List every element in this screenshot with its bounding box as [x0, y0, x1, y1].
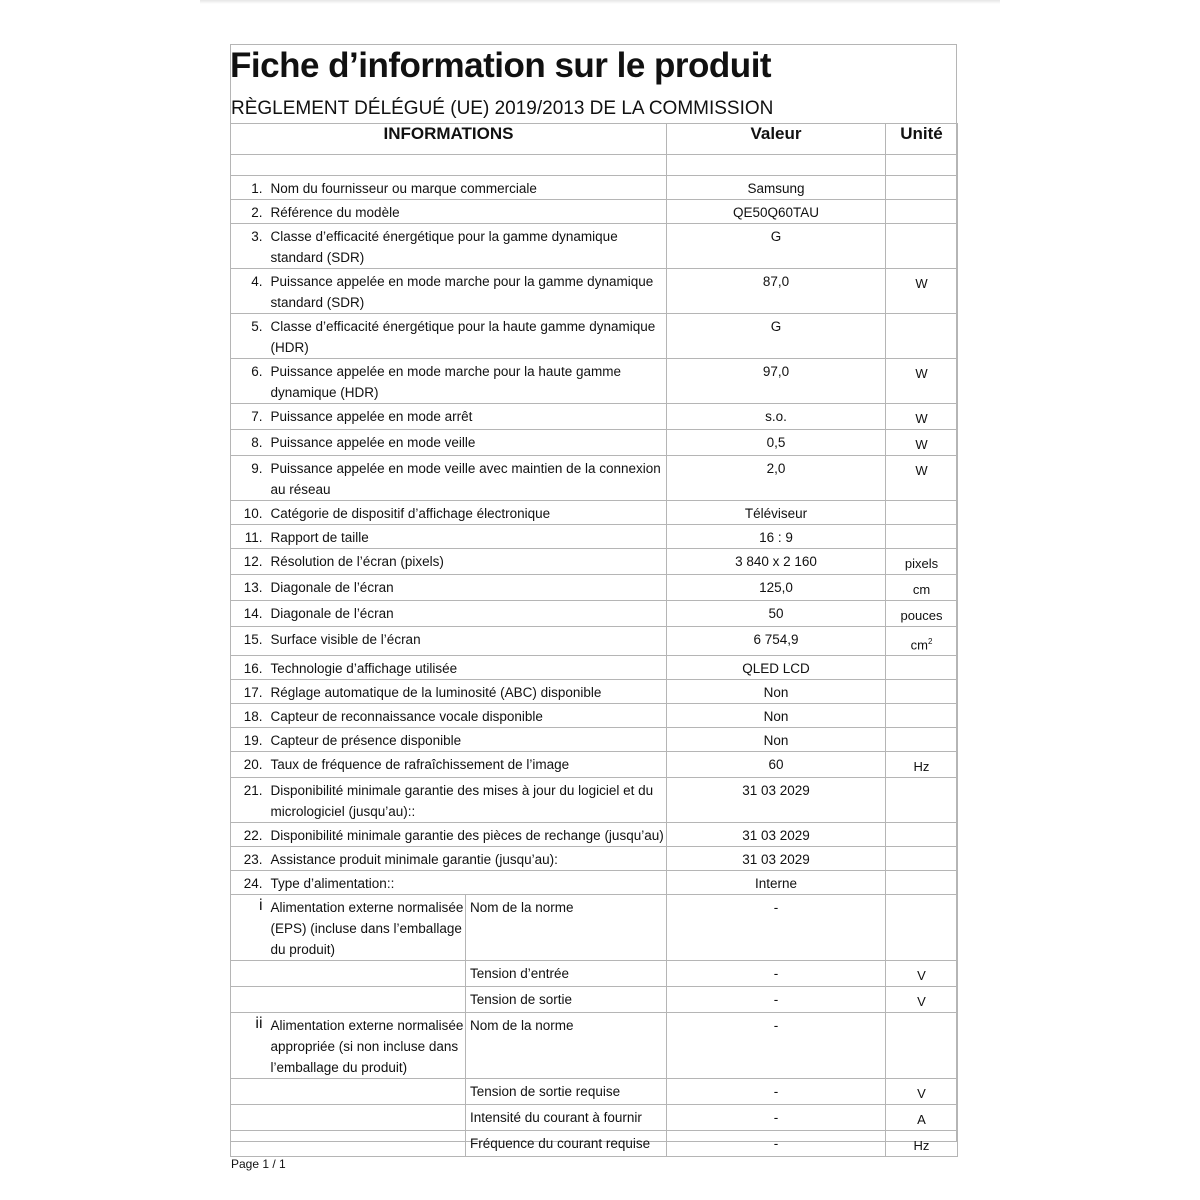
row-unit	[886, 404, 958, 430]
row-number: 24.	[231, 871, 267, 895]
row-value: G	[667, 314, 886, 359]
row-number: 21.	[231, 778, 267, 823]
spacer-row	[231, 155, 958, 176]
power-row-number	[231, 1131, 267, 1157]
row-value: 6 754,9	[667, 627, 886, 656]
row-number: 15.	[231, 627, 267, 656]
row-unit	[886, 752, 958, 778]
row-value: Téléviseur	[667, 501, 886, 525]
row-number: 13.	[231, 575, 267, 601]
row-label: Référence du modèle	[267, 200, 667, 224]
power-item-label: Nom de la norme	[466, 895, 667, 961]
document-title: Fiche d’information sur le produit	[230, 46, 772, 85]
row-number: 8.	[231, 430, 267, 456]
row-label: Assistance produit minimale garantie (jusqu’au):	[267, 847, 667, 871]
row-unit	[886, 456, 958, 501]
row-value: 16 : 9	[667, 525, 886, 549]
power-section-label	[267, 1131, 466, 1157]
row-number: 17.	[231, 680, 267, 704]
power-row-number	[231, 961, 267, 987]
row-unit-text: cm	[912, 582, 931, 597]
power-row-number: ii	[231, 1013, 267, 1079]
row-value: 31 03 2029	[667, 778, 886, 823]
power-item-unit: V	[886, 987, 958, 1013]
page-number: Page 1 / 1	[231, 1157, 286, 1171]
row-value: Non	[667, 728, 886, 752]
power-item-label: Fréquence du courant requise	[466, 1131, 667, 1157]
row-value: 2,0	[667, 456, 886, 501]
row-unit	[886, 601, 958, 627]
row-label: Classe d’efficacité énergétique pour la gamme dynamique standard (SDR)	[267, 224, 667, 269]
row-number: 20.	[231, 752, 267, 778]
row-label: Nom du fournisseur ou marque commerciale	[267, 176, 667, 200]
table-row	[231, 359, 958, 404]
table-row	[231, 501, 958, 525]
table-row	[231, 728, 958, 752]
row-number: 22.	[231, 823, 267, 847]
row-label: Catégorie de dispositif d’affichage électronique	[267, 501, 667, 525]
row-number: 7.	[231, 404, 267, 430]
table-header-row	[231, 124, 958, 155]
row-unit	[886, 200, 958, 224]
unit-superscript: 2	[927, 637, 933, 646]
product-info-table	[230, 123, 958, 1157]
power-item-value: -	[667, 1079, 886, 1105]
page-top-edge	[200, 0, 1000, 4]
row-unit	[886, 359, 958, 404]
row-value: s.o.	[667, 404, 886, 430]
row-value: 87,0	[667, 269, 886, 314]
row-unit	[886, 575, 958, 601]
power-section-label: Alimentation externe normalisée (EPS) (incluse dans l’emballage du produit)	[267, 895, 466, 961]
row-number: 5.	[231, 314, 267, 359]
power-row-number	[231, 987, 267, 1013]
table-row	[231, 200, 958, 224]
row-value: Samsung	[667, 176, 886, 200]
table-row	[231, 601, 958, 627]
power-section-label	[267, 961, 466, 987]
row-value: 50	[667, 601, 886, 627]
row-number: 1.	[231, 176, 267, 200]
header-unite: Unité	[886, 124, 958, 155]
row-label: Capteur de reconnaissance vocale disponible	[267, 704, 667, 728]
row-unit	[886, 314, 958, 359]
power-item-value: -	[667, 1131, 886, 1157]
table-row	[231, 525, 958, 549]
row-number: 18.	[231, 704, 267, 728]
row-unit	[886, 269, 958, 314]
row-unit-text: pouces	[900, 608, 943, 623]
row-number: 4.	[231, 269, 267, 314]
row-label: Capteur de présence disponible	[267, 728, 667, 752]
row-label: Diagonale de l’écran	[267, 575, 667, 601]
row-number: 2.	[231, 200, 267, 224]
power-item-unit: A	[886, 1105, 958, 1131]
power-item-label: Tension d’entrée	[466, 961, 667, 987]
row-unit-text: W	[915, 437, 928, 452]
table-row	[231, 680, 958, 704]
row-label: Type d’alimentation::	[267, 871, 667, 895]
row-label: Puissance appelée en mode marche pour la haute gamme dynamique (HDR)	[267, 359, 667, 404]
row-unit	[886, 224, 958, 269]
row-unit	[886, 501, 958, 525]
row-label: Réglage automatique de la luminosité (ABC) disponible	[267, 680, 667, 704]
row-value: G	[667, 224, 886, 269]
power-item-unit	[886, 895, 958, 961]
row-label: Disponibilité minimale garantie des pièces de rechange (jusqu’au)	[267, 823, 667, 847]
table-row	[231, 314, 958, 359]
power-supply-row	[231, 1131, 958, 1157]
row-label: Puissance appelée en mode veille	[267, 430, 667, 456]
power-item-label: Tension de sortie	[466, 987, 667, 1013]
power-item-unit: Hz	[886, 1131, 958, 1157]
row-unit	[886, 549, 958, 575]
table-row	[231, 430, 958, 456]
row-value: 31 03 2029	[667, 823, 886, 847]
row-label: Puissance appelée en mode veille avec maintien de la connexion au réseau	[267, 456, 667, 501]
row-label: Puissance appelée en mode arrêt	[267, 404, 667, 430]
row-number: 11.	[231, 525, 267, 549]
power-supply-row	[231, 1105, 958, 1131]
header-informations: INFORMATIONS	[231, 124, 667, 155]
row-unit	[886, 627, 958, 656]
row-unit	[886, 847, 958, 871]
power-item-label: Tension de sortie requise	[466, 1079, 667, 1105]
table-row	[231, 704, 958, 728]
power-item-value: -	[667, 1105, 886, 1131]
table-row	[231, 656, 958, 680]
row-label: Taux de fréquence de rafraîchissement de l’image	[267, 752, 667, 778]
row-unit-text: Hz	[913, 759, 930, 775]
power-supply-row	[231, 1013, 958, 1079]
row-unit-text: W	[915, 463, 928, 478]
row-number: 10.	[231, 501, 267, 525]
row-number: 3.	[231, 224, 267, 269]
row-unit	[886, 656, 958, 680]
table-row	[231, 575, 958, 601]
table-row	[231, 456, 958, 501]
row-unit	[886, 176, 958, 200]
row-unit-text: W	[915, 366, 928, 381]
row-unit-text: W	[915, 276, 928, 291]
row-label: Résolution de l’écran (pixels)	[267, 549, 667, 575]
table-row	[231, 847, 958, 871]
row-number: 14.	[231, 601, 267, 627]
row-number: 6.	[231, 359, 267, 404]
power-item-value: -	[667, 895, 886, 961]
power-item-value: -	[667, 961, 886, 987]
table-row	[231, 549, 958, 575]
row-value: Non	[667, 680, 886, 704]
row-label: Puissance appelée en mode marche pour la gamme dynamique standard (SDR)	[267, 269, 667, 314]
row-unit-text: cm	[910, 637, 928, 653]
table-row	[231, 176, 958, 200]
row-unit	[886, 728, 958, 752]
row-label: Surface visible de l’écran	[267, 627, 667, 656]
power-section-label	[267, 1105, 466, 1131]
row-number: 19.	[231, 728, 267, 752]
row-unit	[886, 430, 958, 456]
power-supply-row	[231, 1079, 958, 1105]
row-value: QLED LCD	[667, 656, 886, 680]
row-number: 12.	[231, 549, 267, 575]
power-item-value: -	[667, 1013, 886, 1079]
table-row	[231, 404, 958, 430]
table-row	[231, 752, 958, 778]
table-row	[231, 224, 958, 269]
power-item-label: Intensité du courant à fournir	[466, 1105, 667, 1131]
row-value: 97,0	[667, 359, 886, 404]
row-value: 3 840 x 2 160	[667, 549, 886, 575]
row-value: 125,0	[667, 575, 886, 601]
row-label: Diagonale de l’écran	[267, 601, 667, 627]
row-unit	[886, 704, 958, 728]
row-unit	[886, 823, 958, 847]
row-value: Non	[667, 704, 886, 728]
row-number: 23.	[231, 847, 267, 871]
row-label: Rapport de taille	[267, 525, 667, 549]
regulation-subtitle: RÈGLEMENT DÉLÉGUÉ (UE) 2019/2013 DE LA COMMISSION	[231, 98, 774, 119]
power-row-number	[231, 1105, 267, 1131]
power-supply-row	[231, 895, 958, 961]
table-row	[231, 778, 958, 823]
power-item-unit	[886, 1013, 958, 1079]
table-row	[231, 269, 958, 314]
header-valeur: Valeur	[667, 124, 886, 155]
power-row-number	[231, 1079, 267, 1105]
row-unit	[886, 680, 958, 704]
power-section-label: Alimentation externe normalisée appropriée (si non incluse dans l’emballage du produit)	[267, 1013, 466, 1079]
power-item-label: Nom de la norme	[466, 1013, 667, 1079]
table-row	[231, 871, 958, 895]
row-value: 0,5	[667, 430, 886, 456]
table-row	[231, 823, 958, 847]
row-value: QE50Q60TAU	[667, 200, 886, 224]
row-label: Disponibilité minimale garantie des mises à jour du logiciel et du micrologiciel (jusqu’au)::	[267, 778, 667, 823]
row-unit	[886, 778, 958, 823]
row-value: 60	[667, 752, 886, 778]
power-section-label	[267, 1079, 466, 1105]
row-label: Technologie d’affichage utilisée	[267, 656, 667, 680]
power-item-unit: V	[886, 1079, 958, 1105]
power-item-unit: V	[886, 961, 958, 987]
row-unit	[886, 525, 958, 549]
row-label: Classe d’efficacité énergétique pour la haute gamme dynamique (HDR)	[267, 314, 667, 359]
power-item-value: -	[667, 987, 886, 1013]
row-unit	[886, 871, 958, 895]
row-unit-text: W	[915, 411, 928, 426]
row-number: 16.	[231, 656, 267, 680]
power-supply-row	[231, 987, 958, 1013]
row-number: 9.	[231, 456, 267, 501]
power-row-number: i	[231, 895, 267, 961]
table-row	[231, 627, 958, 656]
row-value: Interne	[667, 871, 886, 895]
row-value: 31 03 2029	[667, 847, 886, 871]
row-unit-text: pixels	[904, 556, 939, 571]
power-section-label	[267, 987, 466, 1013]
power-supply-row	[231, 961, 958, 987]
